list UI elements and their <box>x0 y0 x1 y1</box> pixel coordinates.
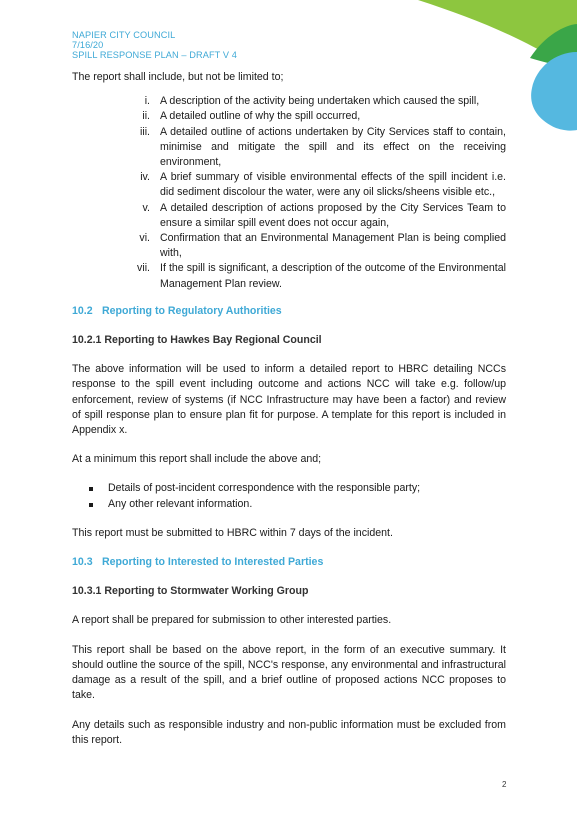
section-number: 10.3 <box>72 556 93 569</box>
header-doc-title: SPILL RESPONSE PLAN – DRAFT V 4 <box>72 50 237 61</box>
list-item <box>72 125 506 171</box>
list-item <box>72 94 506 109</box>
list-item <box>72 170 506 200</box>
list-number: vii. <box>137 262 150 275</box>
list-item <box>72 261 506 291</box>
bullet-item: Details of post-incident correspondence with the responsible party; <box>72 481 506 496</box>
page-number: 2 <box>502 780 507 789</box>
section-title: Reporting to Regulatory Authorities <box>102 304 282 317</box>
list-number: iv. <box>140 171 150 184</box>
page-body <box>72 70 506 762</box>
document-header <box>72 30 237 61</box>
list-number: ii. <box>142 110 150 123</box>
list-text: Confirmation that an Environmental Management Plan is being complied with, <box>160 232 506 260</box>
list-text: A description of the activity being undertaken which caused the spill, <box>160 95 480 108</box>
section-heading-10-2 <box>72 304 506 319</box>
list-number: iii. <box>139 125 150 138</box>
list-text: If the spill is significant, a description of the outcome of the Environmental Management Plan review. <box>160 262 506 290</box>
blue-drop-shape <box>531 52 577 131</box>
paragraph: This report must be submitted to HBRC within 7 days of the incident. <box>72 526 393 539</box>
intro-text: The report shall include, but not be limited to; <box>72 71 284 83</box>
list-number: v. <box>142 201 150 214</box>
list-text: A brief summary of visible environmental effects of the spill incident i.e. did sediment discolour the water, were any oil slicks/sheens visible etc., <box>160 171 506 199</box>
list-text: A detailed description of actions proposed by the City Services Team to ensure a similar spill event does not occur again, <box>160 201 506 229</box>
green-swoosh-dark <box>530 24 577 70</box>
header-date: 7/16/20 <box>72 40 104 51</box>
list-number: i. <box>144 95 150 108</box>
bullet-item: Any other relevant information. <box>72 497 506 512</box>
green-swoosh-light <box>418 0 577 75</box>
report-items-list <box>72 94 506 292</box>
header-org: NAPIER CITY COUNCIL <box>72 30 176 40</box>
list-item <box>72 231 506 261</box>
paragraph: The above information will be used to inform a detailed report to HBRC detailing NCCs response to the spill event including outcome and actions NCC will take e.g. follow/up enforcement, review of systems (if NCC Infrastructure may have been a factor) and review of spill response plan to ensure plan fit for purpose. A template for this report is included in Appendix x. <box>72 363 506 437</box>
paragraph: At a minimum this report shall include the above and; <box>72 453 322 466</box>
paragraph: A report shall be prepared for submission to other interested parties. <box>72 614 392 627</box>
list-item <box>72 201 506 231</box>
paragraph: Any details such as responsible industry and non-public information must be excluded from this report. <box>72 718 506 746</box>
bullet-list <box>72 481 506 511</box>
list-text: A detailed outline of why the spill occurred, <box>160 110 361 123</box>
subsection-heading-10-3-1: 10.3.1 Reporting to Stormwater Working Group <box>72 585 309 598</box>
list-number: vi. <box>139 232 150 245</box>
section-number: 10.2 <box>72 304 93 317</box>
subsection-heading-10-2-1: 10.2.1 Reporting to Hawkes Bay Regional Council <box>72 334 322 347</box>
paragraph: This report shall be based on the above report, in the form of an executive summary. It should outline the source of the spill, NCC's response, any environmental and infrastructural damage as a result of the spill, and a brief outline of proposed actions NCC proposes to take. <box>72 643 506 702</box>
section-title: Reporting to Interested to Interested Parties <box>102 556 324 569</box>
section-heading-10-3 <box>72 555 506 570</box>
list-text: A detailed outline of actions undertaken by City Services staff to contain, minimise and mitigate the spill and its effect on the receiving environment, <box>160 125 506 169</box>
list-item <box>72 109 506 124</box>
